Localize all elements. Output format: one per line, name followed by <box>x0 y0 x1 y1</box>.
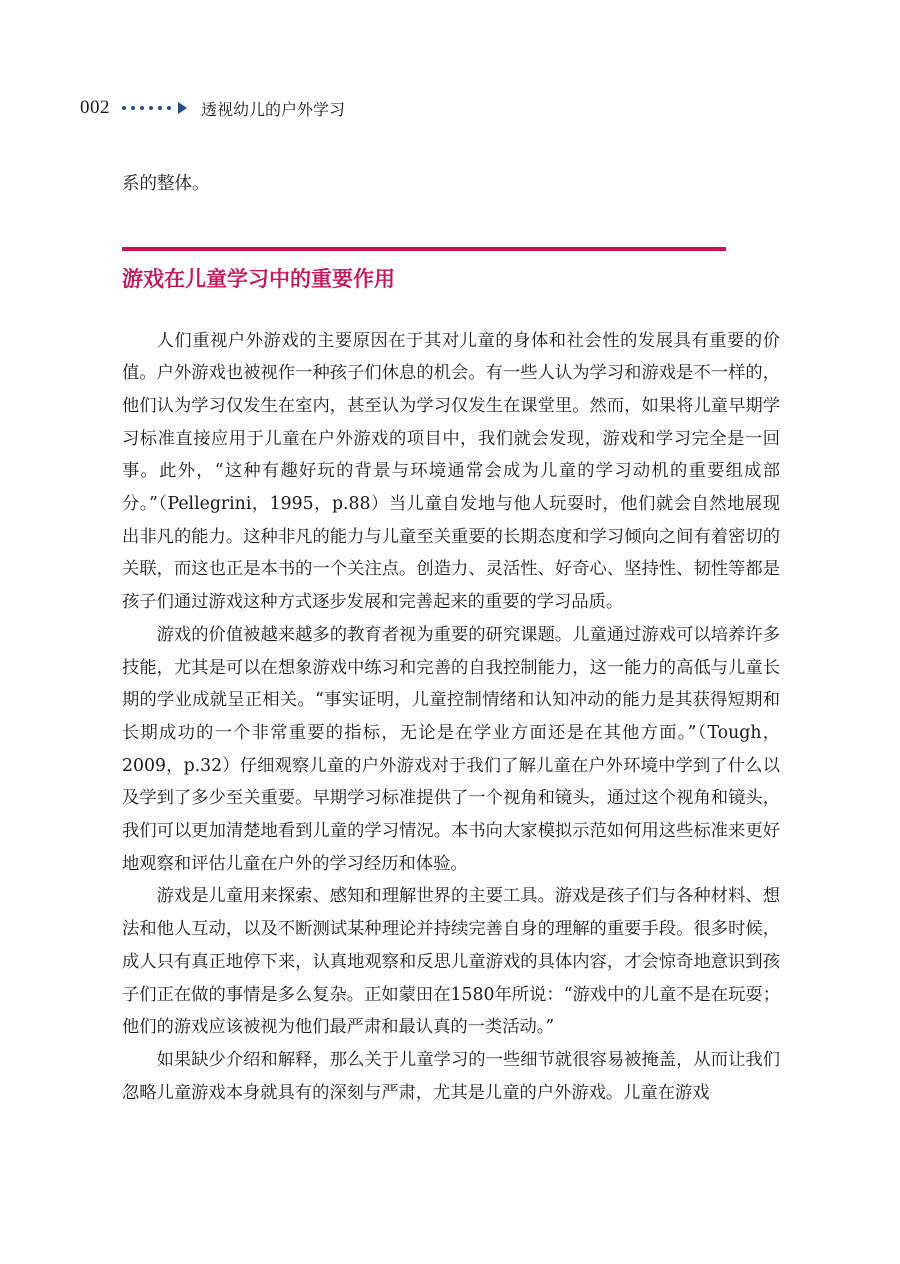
dot-ornament <box>158 106 162 110</box>
running-header <box>80 96 345 120</box>
dot-ornament <box>140 106 144 110</box>
page-body <box>122 168 780 1109</box>
dotted-arrow-icon <box>122 102 187 114</box>
dot-ornament <box>131 106 135 110</box>
page-number: 002 <box>80 97 110 118</box>
continued-sentence: 系的整体。 <box>122 174 210 194</box>
arrow-right-icon <box>178 102 187 114</box>
section-divider <box>122 247 726 251</box>
section-heading: 游戏在儿童学习中的重要作用 <box>122 266 395 291</box>
dot-ornament <box>149 106 153 110</box>
paragraph: 游戏是儿童用来探索、感知和理解世界的主要工具。游戏是孩子们与各种材料、想法和他人互动，以及不断测试某种理论并持续完善自身的理解的重要手段。很多时候，成人只有真正地停下来，认真地观察和反思儿童游戏的具体内容，才会惊奇地意识到孩子们正在做的事情是多么复杂。正如蒙田在1580年所说：“游戏中的儿童不是在玩耍；他们的游戏应该被视为他们最严肃和最认真的一类活动。” <box>122 886 780 1038</box>
paragraph: 人们重视户外游戏的主要原因在于其对儿童的身体和社会性的发展具有重要的价值。户外游戏也被视作一种孩子们休息的机会。有一些人认为学习和游戏是不一样的，他们认为学习仅发生在室内，甚至认为学习仅发生在课堂里。然而，如果将儿童早期学习标准直接应用于儿童在户外游戏的项目中，我们就会发现，游戏和学习完全是一回事。此外，“这种有趣好玩的背景与环境通常会成为儿童的学习动机的重要组成部分。”（Pellegrini，1995，p.88）当儿童自发地与他人玩耍时，他们就会自然地展现出非凡的能力。这种非凡的能力与儿童至关重要的长期态度和学习倾向之间有着密切的关联，而这也正是本书的一个关注点。创造力、灵活性、好奇心、坚持性、韧性等都是孩子们通过游戏这种方式逐步发展和完善起来的重要的学习品质。 <box>122 330 780 613</box>
body-text <box>122 325 780 1110</box>
book-title: 透视幼儿的户外学习 <box>201 99 346 119</box>
paragraph: 如果缺少介绍和解释，那么关于儿童学习的一些细节就很容易被掩盖，从而让我们忽略儿童游戏本身就具有的深刻与严肃，尤其是儿童的户外游戏。儿童在游戏 <box>122 1049 780 1103</box>
paragraph: 游戏的价值被越来越多的教育者视为重要的研究课题。儿童通过游戏可以培养许多技能，尤其是可以在想象游戏中练习和完善的自我控制能力，这一能力的高低与儿童长期的学业成就呈正相关。“事实证明，儿童控制情绪和认知冲动的能力是其获得短期和长期成功的一个非常重要的指标，无论是在学业方面还是在其他方面。”（Tough，2009，p.32）仔细观察儿童的户外游戏对于我们了解儿童在户外环境中学到了什么以及学到了多少至关重要。早期学习标准提供了一个视角和镜头，通过这个视角和镜头，我们可以更加清楚地看到儿童的学习情况。本书向大家模拟示范如何用这些标准来更好地观察和评估儿童在户外的学习经历和体验。 <box>122 624 780 874</box>
dot-ornament <box>122 106 126 110</box>
dot-ornament <box>167 106 171 110</box>
